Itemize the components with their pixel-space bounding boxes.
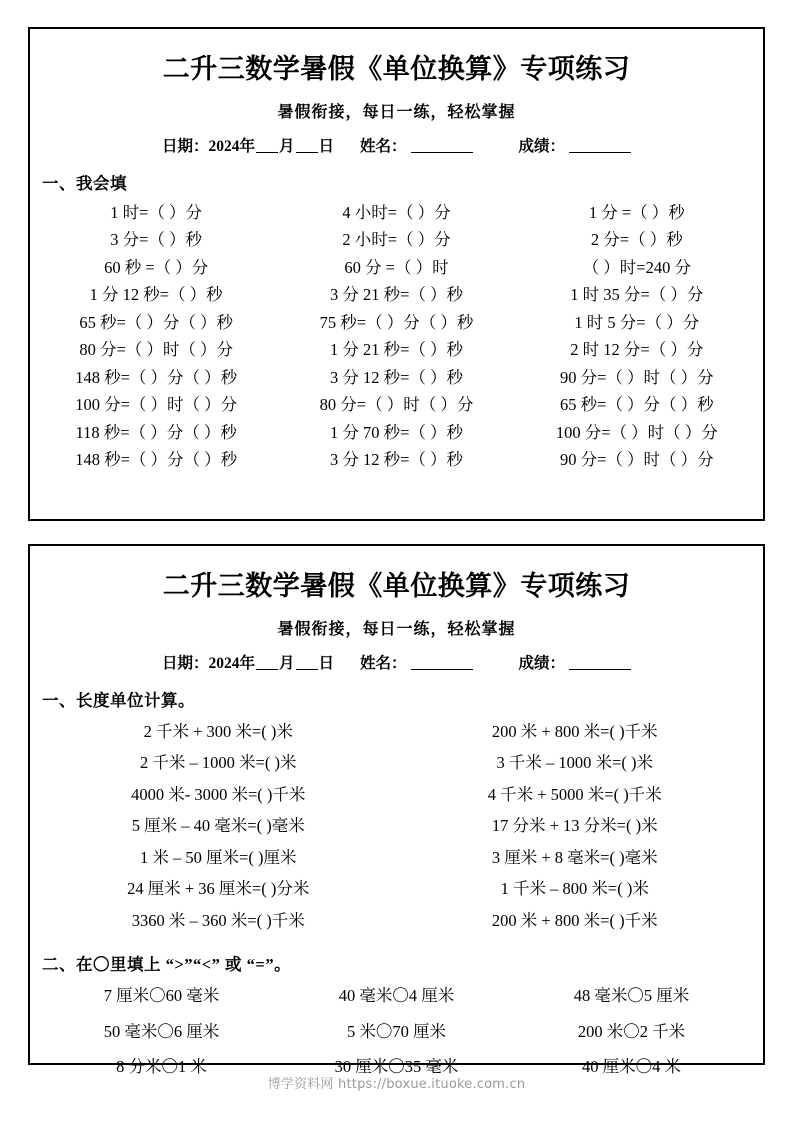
sheet-2-meta-line: [30, 651, 763, 673]
exercise-item[interactable]: 3 千米 – 1000 米=( )米: [496, 753, 653, 772]
exercise-item[interactable]: 4000 米- 3000 米=( )千米: [131, 784, 306, 804]
exercise-item[interactable]: 5 米〇70 厘米: [347, 1021, 446, 1041]
exercise-item[interactable]: 3 分 21 秒=（ ）秒: [329, 285, 464, 304]
exercise-item[interactable]: 1 时=（ ）分: [110, 202, 203, 222]
exercise-item[interactable]: 200 米 + 800 米=( )千米: [491, 910, 658, 930]
exercise-item[interactable]: 30 厘米〇35 毫米: [334, 1057, 459, 1076]
name-blank[interactable]: [411, 152, 473, 153]
exercise-item[interactable]: 65 秒=（ ）分（ ）秒: [79, 312, 233, 332]
exercise-item[interactable]: 3 分=（ ）秒: [110, 230, 203, 249]
score-label: 成绩：: [518, 655, 566, 672]
exercise-item[interactable]: 80 分=（ ）时（ ）分: [79, 340, 233, 359]
date-label: 日期：: [161, 655, 209, 672]
exercise-item[interactable]: 3 分 12 秒=（ ）秒: [329, 450, 464, 469]
sheet-2-subtitle: 暑假衔接，每日一练，轻松掌握: [277, 621, 516, 638]
date-label: 日期：: [161, 138, 209, 155]
exercise-item[interactable]: 200 米 + 800 米=( )千米: [491, 721, 658, 741]
exercise-item[interactable]: 1 时 5 分=（ ）分: [574, 312, 700, 332]
time-conversion-exercise-grid: [30, 199, 763, 474]
exercise-item[interactable]: 1 分 =（ ）秒: [588, 202, 685, 222]
exercise-item[interactable]: 3360 米 – 360 米=( )千米: [131, 910, 305, 930]
name-label: 姓名：: [360, 138, 407, 155]
date-year: 2024: [208, 138, 240, 155]
exercise-item[interactable]: 2 千米 – 1000 米=( )米: [140, 753, 297, 772]
exercise-item[interactable]: 1 分 12 秒=（ ）秒: [89, 285, 223, 304]
exercise-item[interactable]: 80 分=（ ）时（ ）分: [319, 395, 474, 414]
exercise-item[interactable]: 2 时 12 分=（ ）分: [570, 340, 704, 359]
worksheet-sheet-2: [28, 544, 765, 1076]
month-unit: 月: [278, 655, 295, 672]
exercise-item[interactable]: 2 千米 + 300 米=( )米: [143, 721, 293, 741]
exercise-item[interactable]: 148 秒=（ ）分（ ）秒: [75, 450, 238, 469]
exercise-item[interactable]: 1 分 70 秒=（ ）秒: [329, 422, 464, 442]
year-unit: 年: [239, 655, 255, 672]
sheet-2-title: 二升三数学暑假《单位换算》专项练习: [162, 571, 631, 601]
month-blank[interactable]: [256, 152, 278, 153]
section-heading-length-calc: 一、长度单位计算。: [42, 691, 195, 710]
exercise-item[interactable]: 65 秒=（ ）分（ ）秒: [559, 395, 714, 414]
day-unit: 日: [318, 655, 335, 672]
exercise-item[interactable]: 4 小时=（ ）分: [342, 202, 451, 222]
score-blank[interactable]: [569, 152, 631, 153]
length-calculation-exercise-grid: [30, 716, 763, 937]
exercise-item[interactable]: 1 米 – 50 厘米=( )厘米: [140, 847, 297, 867]
exercise-item[interactable]: 3 分 12 秒=（ ）秒: [329, 367, 464, 387]
exercise-item[interactable]: 2 小时=（ ）分: [342, 230, 451, 249]
exercise-item[interactable]: 148 秒=（ ）分（ ）秒: [75, 367, 238, 387]
exercise-item[interactable]: 50 毫米〇6 厘米: [103, 1021, 220, 1041]
exercise-item[interactable]: 3 厘米 + 8 毫米=( )毫米: [491, 847, 658, 867]
exercise-item[interactable]: 24 厘米 + 36 厘米=( )分米: [127, 879, 310, 898]
comparison-exercise-grid: [30, 979, 763, 1086]
score-blank[interactable]: [569, 669, 631, 670]
name-blank[interactable]: [411, 669, 473, 670]
year-unit: 年: [239, 138, 255, 155]
month-blank[interactable]: [256, 669, 278, 670]
score-label: 成绩：: [518, 138, 566, 155]
exercise-item[interactable]: 17 分米 + 13 分米=( )米: [491, 816, 658, 835]
exercise-item[interactable]: 1 千米 – 800 米=( )米: [500, 879, 649, 898]
exercise-item[interactable]: 75 秒=（ ）分（ ）秒: [319, 312, 474, 332]
exercise-item[interactable]: 100 分=（ ）时（ ）分: [555, 422, 718, 442]
exercise-item[interactable]: 4 千米 + 5000 米=( )千米: [487, 784, 662, 804]
sheet-1-subtitle: 暑假衔接，每日一练，轻松掌握: [277, 104, 516, 121]
exercise-item[interactable]: 48 毫米〇5 厘米: [573, 986, 690, 1005]
exercise-item[interactable]: 40 毫米〇4 厘米: [338, 986, 455, 1005]
exercise-item[interactable]: 5 厘米 – 40 毫米=( )毫米: [131, 816, 305, 835]
exercise-item[interactable]: 200 米〇2 千米: [577, 1021, 686, 1041]
worksheet-sheet-1: [28, 27, 765, 521]
month-unit: 月: [278, 138, 295, 155]
day-blank[interactable]: [296, 152, 318, 153]
sheet-1-meta-line: [30, 134, 763, 156]
day-blank[interactable]: [296, 669, 318, 670]
day-unit: 日: [318, 138, 335, 155]
exercise-item[interactable]: 60 秒 =（ ）分: [104, 257, 209, 277]
exercise-item[interactable]: 1 分 21 秒=（ ）秒: [329, 340, 464, 359]
name-label: 姓名：: [360, 655, 407, 672]
exercise-item[interactable]: 118 秒=（ ）分（ ）秒: [75, 422, 237, 442]
date-year: 2024: [208, 655, 240, 672]
exercise-item[interactable]: 100 分=（ ）时（ ）分: [75, 395, 238, 414]
exercise-item[interactable]: 8 分米〇1 米: [116, 1057, 207, 1076]
exercise-item[interactable]: 40 厘米〇4 米: [582, 1057, 681, 1076]
exercise-item[interactable]: （ ）时=240 分: [582, 257, 691, 277]
exercise-item[interactable]: 90 分=（ ）时（ ）分: [559, 367, 714, 387]
exercise-item[interactable]: 7 厘米〇60 毫米: [103, 986, 220, 1005]
exercise-item[interactable]: 1 时 35 分=（ ）分: [570, 285, 704, 304]
section-heading-fill-in: 一、我会填: [42, 174, 127, 193]
sheet-1-title: 二升三数学暑假《单位换算》专项练习: [162, 54, 631, 84]
exercise-item[interactable]: 2 分=（ ）秒: [590, 230, 683, 249]
section-heading-comparison: 二、在〇里填上 “>”“<” 或 “=”。: [42, 954, 292, 974]
exercise-item[interactable]: 60 分 =（ ）时: [344, 257, 449, 277]
watermark-text: 博学资料网 https://boxue.ituoke.com.cn: [267, 1077, 526, 1092]
exercise-item[interactable]: 90 分=（ ）时（ ）分: [559, 450, 714, 469]
